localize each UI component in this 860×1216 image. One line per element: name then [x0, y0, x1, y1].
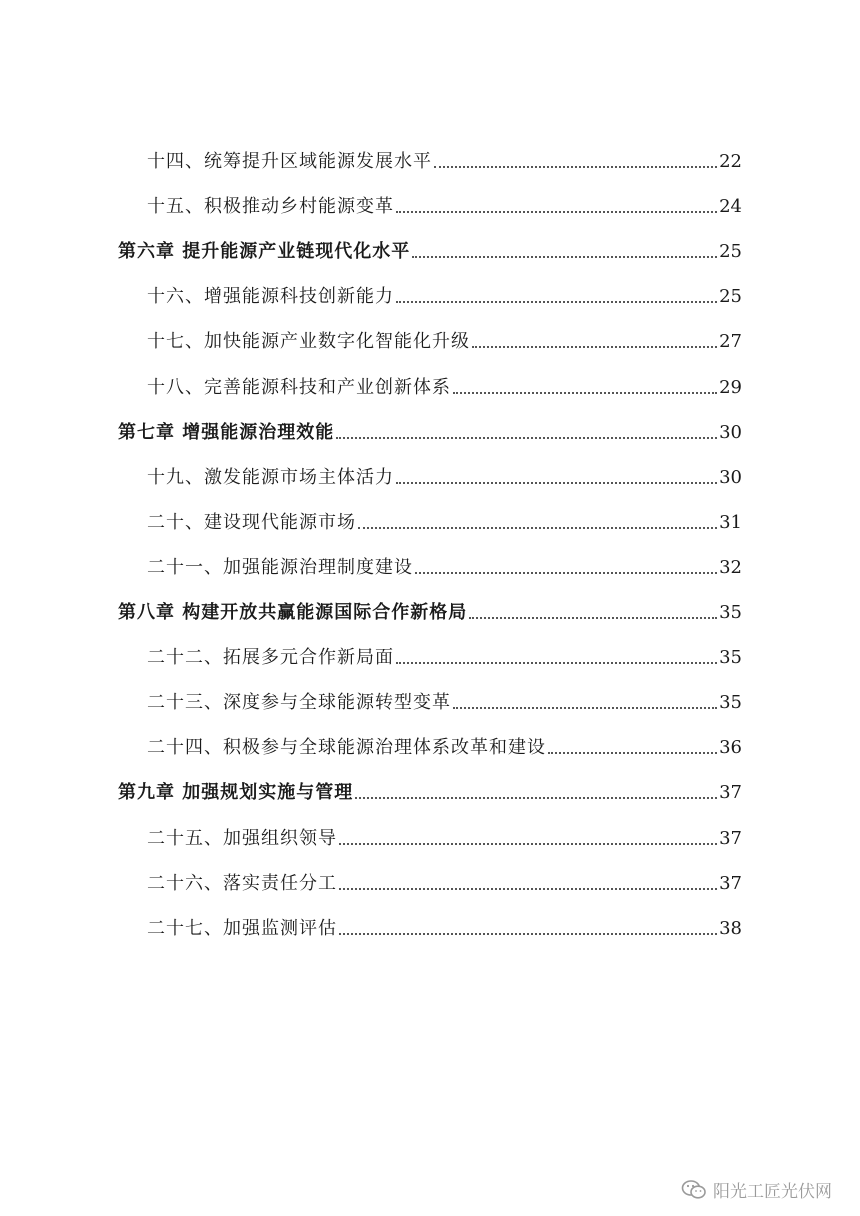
toc-dot-leader	[336, 437, 717, 439]
toc-dot-leader	[434, 166, 717, 168]
toc-page-number: 35	[719, 692, 742, 714]
toc-chapter-row	[118, 595, 742, 625]
toc-section-row	[147, 505, 742, 535]
toc-entry-title: 十六、增强能源科技创新能力	[147, 286, 394, 308]
toc-dot-leader	[453, 392, 717, 394]
toc-entry-title: 第九章 加强规划实施与管理	[118, 782, 354, 804]
toc-entry-title: 第七章 增强能源治理效能	[118, 421, 335, 443]
toc-section-row	[147, 866, 742, 896]
toc-dot-leader	[396, 211, 717, 213]
toc-section-row	[147, 911, 742, 941]
toc-section-row	[147, 550, 742, 580]
toc-section-row	[147, 460, 742, 490]
toc-entry-title: 二十四、积极参与全球能源治理体系改革和建设	[147, 737, 546, 759]
toc-dot-leader	[396, 301, 717, 303]
toc-section-row	[147, 821, 742, 851]
toc-dot-leader	[396, 482, 717, 484]
toc-page-number: 30	[719, 466, 742, 488]
toc-entry-title: 二十六、落实责任分工	[147, 872, 337, 894]
toc-section-row	[147, 189, 742, 219]
toc-page-number: 27	[719, 331, 742, 353]
toc-section-row	[147, 144, 742, 174]
toc-page-number: 38	[719, 917, 742, 939]
toc-dot-leader	[358, 527, 717, 529]
toc-entry-title: 二十一、加强能源治理制度建设	[147, 556, 413, 578]
toc-dot-leader	[453, 707, 717, 709]
toc-page-number: 37	[719, 827, 742, 849]
wechat-icon	[681, 1179, 707, 1201]
toc-page-number: 24	[719, 196, 742, 218]
toc-section-row	[147, 279, 742, 309]
toc-page-number: 31	[719, 511, 742, 533]
toc-page-number: 37	[719, 872, 742, 894]
toc-section-row	[147, 730, 742, 760]
toc-entry-title: 十五、积极推动乡村能源变革	[147, 196, 394, 218]
toc-dot-leader	[339, 888, 717, 890]
toc-entry-title: 第八章 构建开放共赢能源国际合作新格局	[118, 602, 468, 623]
toc-page-number: 32	[719, 556, 742, 578]
toc-dot-leader	[548, 752, 717, 754]
toc-dot-leader	[355, 797, 717, 799]
toc-page-number: 35	[719, 647, 742, 669]
toc-chapter-row	[118, 775, 742, 805]
toc-page-number: 36	[719, 737, 742, 759]
toc-dot-leader	[469, 617, 717, 619]
toc-section-row	[147, 640, 742, 670]
toc-entry-title: 十四、统筹提升区域能源发展水平	[147, 151, 432, 172]
toc-dot-leader	[396, 662, 717, 664]
toc-page-number: 35	[719, 602, 742, 623]
toc-dot-leader	[339, 933, 717, 935]
toc-dot-leader	[412, 256, 717, 258]
toc-page-number: 22	[719, 151, 742, 172]
toc-page-number: 37	[719, 782, 742, 804]
toc-page-number: 30	[719, 421, 742, 443]
toc-page-number: 25	[719, 286, 742, 308]
toc-entry-title: 第六章 提升能源产业链现代化水平	[118, 241, 411, 263]
toc-dot-leader	[472, 346, 717, 348]
toc-chapter-row	[118, 415, 742, 445]
toc-section-row	[147, 685, 742, 715]
toc-section-row	[147, 324, 742, 354]
toc-chapter-row	[118, 234, 742, 264]
toc-dot-leader	[339, 843, 717, 845]
toc-entry-title: 二十七、加强监测评估	[147, 917, 337, 939]
toc-entry-title: 二十三、深度参与全球能源转型变革	[147, 692, 451, 714]
toc-page-number: 25	[719, 241, 742, 263]
toc-dot-leader	[415, 572, 717, 574]
toc-entry-title: 十九、激发能源市场主体活力	[147, 466, 394, 488]
toc-entry-title: 二十、建设现代能源市场	[147, 511, 356, 533]
toc-section-row	[147, 370, 742, 400]
toc-entry-title: 二十二、拓展多元合作新局面	[147, 647, 394, 669]
toc-entry-title: 十七、加快能源产业数字化智能化升级	[147, 331, 470, 353]
toc-page-number: 29	[719, 376, 742, 398]
toc-entry-title: 十八、完善能源科技和产业创新体系	[147, 376, 451, 398]
watermark	[681, 1177, 832, 1202]
watermark-text: 阳光工匠光伏网	[713, 1182, 832, 1202]
toc-entry-title: 二十五、加强组织领导	[147, 827, 337, 849]
